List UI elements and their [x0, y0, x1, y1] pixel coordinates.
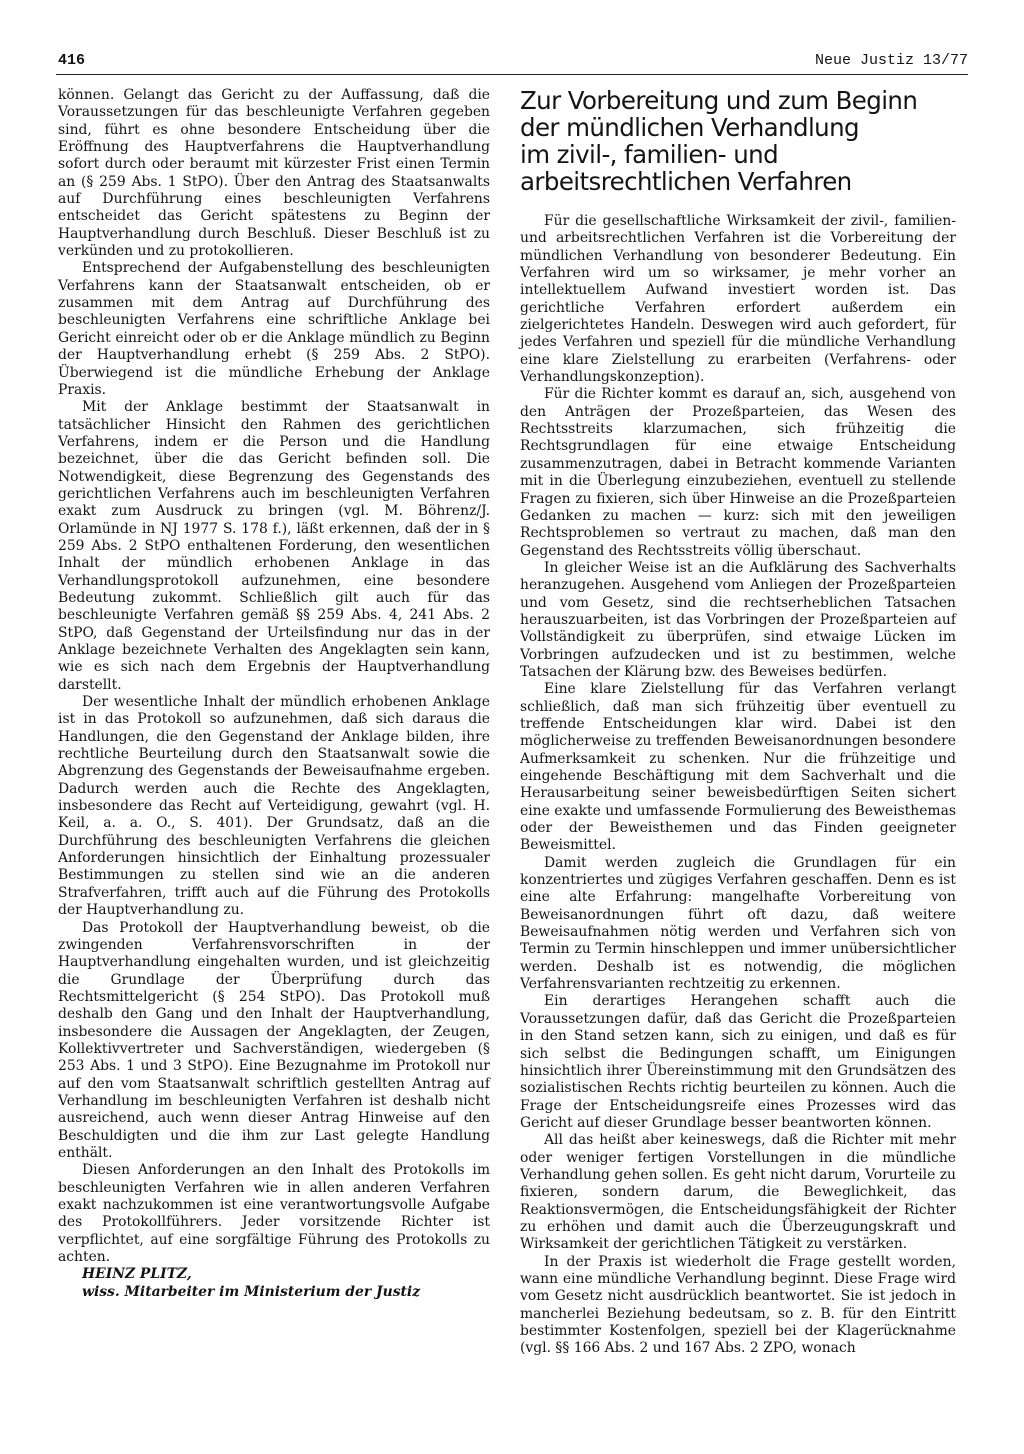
title-line: im zivil-, familien- und — [520, 140, 779, 169]
paragraph: Mit der Anklage bestimmt der Staatsanwalt in tatsächlicher Hinsicht den Rahmen des gerichtlichen Verfahrens, indem er die Person und die Handlung bezeichnet, über die das Gericht befinden soll. Die Notwendigkeit, diese Begrenzung des Gegenstands des gerichtlichen Verfahrens auch im beschleunigten Verfahren exakt zum Ausdruck zu bringen (vgl. M. Böhrenz/J. Orlamünde in NJ 1977 S. 178 f.), läßt erkennen, daß der in § 259 Abs. 2 StPO enthaltenen Forderung, den wesentlichen Inhalt der mündlich erhobenen Anklage in das Verhandlungsprotokoll aufzunehmen, eine besondere Bedeutung zukommt. Schließlich gilt auch für das beschleunigte Verfahren gemäß §§ 259 Abs. 4, 241 Abs. 2 StPO, daß Gegenstand der Urteilsfindung nur das in der Anklage bezeichnete Verhalten des Angeklagten sein kann, wie es sich nach dem Ergebnis der Hauptverhandlung darstellt. — [58, 399, 490, 693]
paragraph: Für die gesellschaftliche Wirksamkeit der zivil-, familien- und arbeitsrechtlichen Verfahren ist die Vorbereitung der mündlichen Verhandlung von besonderer Bedeutung. Ein Verfahren wird um so wirksamer, je mehr vorher an intellektuellem Aufwand investiert worden ist. Das gerichtliche Verfahren erfordert außerdem ein zielgerichtetes Handeln. Deswegen wird auch gefordert, für jedes Verfahren und speziell für die mündliche Verhandlung eine klare Zielstellung zu erarbeiten (Verfahrens- oder Verhandlungskonzeption). — [520, 213, 956, 386]
page-number: 416 — [58, 52, 86, 69]
title-line: Zur Vorbereitung und zum Beginn — [520, 86, 918, 115]
paragraph: können. Gelangt das Gericht zu der Auffassung, daß die Voraussetzungen für das beschleunigte Verfahren gegeben sind, führt es ohne besondere Entscheidung über die Eröffnung des Hauptverfahrens die Hauptverhandlung sofort durch oder beraumt mit kürzester Frist einen Termin an (§ 259 Abs. 1 StPO). Über den Antrag des Staatsanwalts auf Durchführung eines beschleunigten Verfahrens entscheidet das Gericht spätestens zu Beginn der Hauptverhandlung durch Beschluß. Dieser Beschluß ist zu verkünden und zu protokollieren. — [58, 87, 490, 260]
paragraph: All das heißt aber keineswegs, daß die Richter mit mehr oder weniger fertigen Vorstellungen in die mündliche Verhandlung gehen sollen. Es geht nicht darum, Vorurteile zu fixieren, sondern darum, die Beweglichkeit, das Reaktionsvermögen, die Entscheidungsfähigkeit der Richter zu erhöhen und damit auch die Überzeugungskraft und Wirksamkeit der gerichtlichen Tätigkeit zu verstärken. — [520, 1132, 956, 1253]
article-title — [520, 87, 956, 195]
paragraph: Für die Richter kommt es darauf an, sich, ausgehend von den Anträgen der Prozeßparteien, das Wesen des Rechtsstreits klarzumachen, sich frühzeitig die Rechtsgrundlagen für eine etwaige Entscheidung zusammenzutragen, dabei in Betracht kommende Varianten mit in die Überlegung einzubeziehen, eventuell zu stellende Fragen zu fixieren, sich über Hinweise an die Prozeßparteien Gedanken zu machen — kurz: sich mit den jeweiligen Rechtsproblemen so vertraut zu machen, daß man den Gegenstand des Rechtsstreits völlig überschaut. — [520, 386, 956, 559]
paragraph: Der wesentliche Inhalt der mündlich erhobenen Anklage ist in das Protokoll so aufzunehmen, daß sich daraus die Handlungen, die den Gegenstand der Anklage bilden, ihre rechtliche Beurteilung durch den Staatsanwalt sowie die Abgrenzung des Gegenstands der Beweisaufnahme ergeben. Dadurch werden auch die Rechte des Angeklagten, insbesondere das Recht auf Verteidigung, gewahrt (vgl. H. Keil, a. a. O., S. 401). Der Grundsatz, daß an die Durchführung des beschleunigten Verfahrens die gleichen Anforderungen hinsichtlich der Einhaltung prozessualer Bestimmungen zu stellen sind wie an die anderen Strafverfahren, trifft auch auf die Führung des Protokolls der Hauptverhandlung zu. — [58, 694, 490, 919]
left-column — [58, 87, 490, 1301]
author-name: HEINZ PLITZ, — [82, 1266, 192, 1283]
title-line: der mündlichen Verhandlung — [520, 113, 859, 142]
page-header — [58, 52, 968, 74]
paragraph: Damit werden zugleich die Grundlagen für ein konzentriertes und zügiges Verfahren geschaffen. Denn es ist eine alte Erfahrung: mangelhafte Vorbereitung von Beweisanordnungen führt oft dazu, daß weitere Beweisaufnahmen nötig werden und Verfahren sich von Termin zu Termin hinschleppen und immer unübersichtlicher werden. Deshalb ist es notwendig, die möglichen Verfahrensvarianten rechtzeitig zu erkennen. — [520, 854, 956, 993]
paragraph: Diesen Anforderungen an den Inhalt des Protokolls im beschleunigten Verfahren wie in allen anderen Verfahren exakt nachzukommen ist eine verantwortungsvolle Aufgabe des Protokollführers. Jeder vorsitzende Richter ist verpflichtet, auf eine sorgfältige Führung des Protokolls zu achten. — [58, 1162, 490, 1266]
paragraph: In gleicher Weise ist an die Aufklärung des Sachverhalts heranzugehen. Ausgehend vom Anliegen der Prozeßparteien und vom Gesetz, sind die rechtserheblichen Tatsachen herauszuarbeiten, ist das Vorbringen der Prozeßparteien auf Vollständigkeit zu überprüfen, sind etwaige Lücken im Vorbringen aufzudecken und ist zu bestimmen, welche Tatsachen der Klärung bzw. des Beweises bedürfen. — [520, 559, 956, 680]
right-column — [520, 87, 956, 1358]
header-rule — [56, 74, 968, 75]
paragraph: Eine klare Zielstellung für das Verfahren verlangt schließlich, daß man sich frühzeitig über eventuell zu treffende Entscheidungen klar wird. Dabei ist den möglicherweise zu treffenden Beweisanordnungen besondere Aufmerksamkeit zu schenken. Nur die frühzeitige und eingehende Beschäftigung mit dem Sachverhalt und die Herausarbeitung seiner beweisbedürftigen Seiten sichert eine exakte und umfassende Formulierung des Beweisthemas oder der Beweisthemen und das Finden geeigneter Beweismittel. — [520, 681, 956, 854]
paragraph: Entsprechend der Aufgabenstellung des beschleunigten Verfahrens kann der Staatsanwalt entscheiden, ob er zusammen mit dem Antrag auf Durchführung des beschleunigten Verfahrens eine schriftliche Anklage bei Gericht einreicht oder ob er die Anklage mündlich zu Beginn der Hauptverhandlung erhebt (§ 259 Abs. 2 StPO). Überwiegend ist die mündliche Erhebung der Anklage Praxis. — [58, 260, 490, 398]
title-line: arbeitsrechtlichen Verfahren — [520, 167, 852, 196]
author-affiliation: wiss. Mitarbeiter im Ministerium der Justiz — [82, 1283, 421, 1300]
paragraph: In der Praxis ist wiederholt die Frage gestellt worden, wann eine mündliche Verhandlung beginnt. Diese Frage wird vom Gesetz nicht ausdrücklich beantwortet. Sie ist jedoch in mancherlei Beziehung bedeutsam, so z. B. für den Eintritt bestimmter Kostenfolgen, speziell bei der Klagerücknahme (vgl. §§ 166 Abs. 2 und 167 Abs. 2 ZPO, wonach — [520, 1253, 956, 1357]
journal-issue: Neue Justiz 13/77 — [814, 52, 968, 69]
paragraph: Das Protokoll der Hauptverhandlung beweist, ob die zwingenden Verfahrensvorschriften in der Hauptverhandlung eingehalten wurden, und ist gleichzeitig die Grundlage der Überprüfung durch das Rechtsmittelgericht (§ 254 StPO). Das Protokoll muß deshalb den Gang und den Inhalt der Hauptverhandlung, insbesondere die Aussagen der Angeklagten, der Zeugen, Kollektivvertreter und Sachverständigen, wiedergeben (§ 253 Abs. 1 und 3 StPO). Eine Bezugnahme im Protokoll nur auf den vom Staatsanwalt schriftlich gestellten Antrag auf Verhandlung im beschleunigten Verfahren ist deshalb nicht ausreichend, auch wenn dieser Antrag Hinweise auf den Beschuldigten und die ihm zur Last gelegte Handlung enthält. — [58, 919, 490, 1161]
paragraph: Ein derartiges Herangehen schafft auch die Voraussetzungen dafür, daß das Gericht die Prozeßparteien in den Stand setzen kann, sich zu einigen, und daß es für sich selbst die Bedingungen schafft, um Einigungen hinsichtlich ihrer Übereinstimmung mit den Grundsätzen des sozialistischen Rechts richtig beurteilen zu können. Auch die Frage der Entscheidungsreife eines Prozesses wird das Gericht auf dieser Grundlage besser beantworten können. — [520, 993, 956, 1131]
